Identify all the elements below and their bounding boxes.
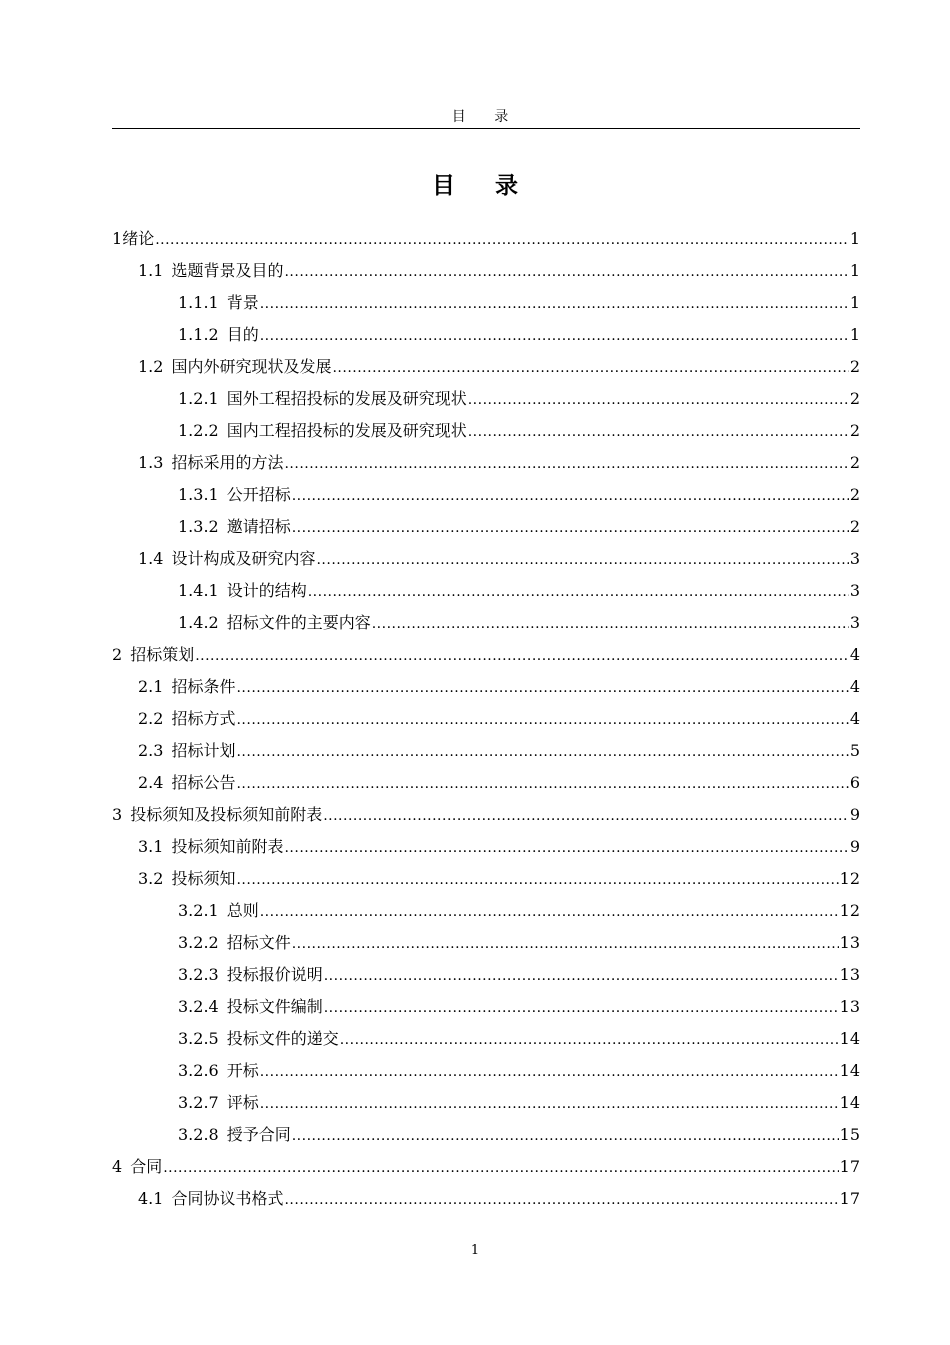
toc-entry-title: 投标须知 (171, 869, 236, 888)
toc-entry-page: 17 (839, 1189, 860, 1208)
toc-entry-title: 投标文件的递交 (226, 1029, 339, 1048)
toc-entry-title: 评标 (226, 1093, 259, 1112)
toc-dot-leader (323, 799, 849, 832)
toc-entry-title: 选题背景及目的 (171, 261, 284, 280)
toc-entry[interactable] (112, 959, 860, 991)
toc-entry-page: 9 (849, 837, 860, 856)
toc-entry-page: 2 (849, 421, 860, 440)
toc-entry-page: 12 (839, 869, 860, 888)
toc-dot-leader (260, 1055, 839, 1088)
toc-dot-leader (468, 383, 849, 416)
toc-entry-number: 3.2.4 (178, 997, 219, 1016)
toc-entry-title: 投标文件编制 (226, 997, 323, 1016)
toc-dot-leader (236, 703, 848, 736)
toc-entry-number: 1.2 (138, 357, 164, 376)
toc-dot-leader (195, 639, 849, 672)
toc-entry-title: 投标须知前附表 (171, 837, 284, 856)
toc-dot-leader (260, 1087, 839, 1120)
toc-entry-page: 3 (849, 581, 860, 600)
toc-dot-leader (236, 863, 838, 896)
toc-dot-leader (236, 767, 848, 800)
toc-entry[interactable] (112, 415, 860, 447)
toc-entry-page: 12 (839, 901, 860, 920)
toc-entry-title: 招标条件 (171, 677, 236, 696)
toc-entry-page: 3 (849, 549, 860, 568)
toc-entry-page: 2 (849, 389, 860, 408)
toc-entry[interactable] (112, 447, 860, 479)
toc-dot-leader (292, 511, 849, 544)
toc-entry-page: 5 (849, 741, 860, 760)
toc-dot-leader (340, 1023, 839, 1056)
toc-entry-page: 13 (839, 933, 860, 952)
toc-entry-title: 国内工程招投标的发展及研究现状 (226, 421, 467, 440)
toc-dot-leader (236, 735, 848, 768)
toc-dot-leader (316, 543, 848, 576)
toc-entry-page: 9 (849, 805, 860, 824)
toc-entry-page: 14 (839, 1093, 860, 1112)
toc-entry-title: 投标须知及投标须知前附表 (130, 805, 323, 824)
toc-entry-page: 1 (849, 325, 860, 344)
toc-entry[interactable] (112, 607, 860, 639)
toc-entry-title: 绪论 (122, 229, 155, 248)
toc-entry-title: 合同协议书格式 (171, 1189, 284, 1208)
toc-entry-number: 1.4.1 (178, 581, 219, 600)
toc-dot-leader (372, 607, 849, 640)
toc-entry[interactable] (112, 1055, 860, 1087)
toc-entry-number: 1.1.2 (178, 325, 219, 344)
toc-entry-title: 国外工程招投标的发展及研究现状 (226, 389, 467, 408)
toc-entry-title: 招标采用的方法 (171, 453, 284, 472)
toc-dot-leader (260, 895, 839, 928)
toc-entry[interactable] (112, 575, 860, 607)
toc-dot-leader (308, 575, 849, 608)
toc-dot-leader (324, 991, 839, 1024)
toc-dot-leader (155, 223, 849, 256)
toc-entry-title: 设计的结构 (226, 581, 307, 600)
toc-entry-number: 1.2.2 (178, 421, 219, 440)
toc-dot-leader (332, 351, 848, 384)
running-header: 目 录 (451, 109, 521, 125)
toc-entry-page: 13 (839, 997, 860, 1016)
toc-entry-number: 3.2.1 (178, 901, 219, 920)
toc-dot-leader (468, 415, 849, 448)
toc-entry[interactable] (112, 767, 860, 799)
toc-entry-page: 13 (839, 965, 860, 984)
table-of-contents (112, 223, 860, 1215)
toc-dot-leader (284, 255, 848, 288)
toc-entry-page: 4 (849, 645, 860, 664)
toc-entry-title: 开标 (226, 1061, 259, 1080)
toc-entry[interactable] (112, 319, 860, 351)
toc-entry[interactable] (112, 799, 860, 831)
toc-entry[interactable] (112, 511, 860, 543)
toc-entry-page: 2 (849, 517, 860, 536)
toc-entry-number: 3.2.5 (178, 1029, 219, 1048)
toc-entry[interactable] (112, 927, 860, 959)
toc-entry-title: 合同 (130, 1157, 163, 1176)
toc-dot-leader (292, 927, 839, 960)
toc-entry-number: 1.3 (138, 453, 164, 472)
toc-entry-title: 招标方式 (171, 709, 236, 728)
toc-entry[interactable] (112, 863, 860, 895)
toc-entry-number: 4.1 (138, 1189, 164, 1208)
toc-entry-number: 2.1 (138, 677, 164, 696)
toc-entry-page: 6 (849, 773, 860, 792)
toc-dot-leader (284, 1183, 838, 1216)
toc-entry-page: 2 (849, 485, 860, 504)
toc-entry-page: 14 (839, 1029, 860, 1048)
toc-entry-title: 邀请招标 (226, 517, 291, 536)
toc-entry-title: 招标公告 (171, 773, 236, 792)
toc-entry[interactable] (112, 479, 860, 511)
toc-entry[interactable] (112, 991, 860, 1023)
toc-entry[interactable] (112, 1183, 860, 1215)
toc-entry[interactable] (112, 1119, 860, 1151)
toc-entry-page: 15 (839, 1125, 860, 1144)
toc-entry-page: 4 (849, 677, 860, 696)
page-number: 1 (470, 1243, 480, 1258)
toc-entry-title: 招标文件的主要内容 (226, 613, 371, 632)
toc-entry-title: 授予合同 (226, 1125, 291, 1144)
toc-entry[interactable] (112, 255, 860, 287)
toc-entry-number: 3.1 (138, 837, 164, 856)
toc-entry-title: 招标策划 (130, 645, 195, 664)
toc-entry[interactable] (112, 1023, 860, 1055)
toc-entry[interactable] (112, 383, 860, 415)
toc-entry-number: 1.1.1 (178, 293, 219, 312)
page-title: 目 录 (431, 173, 534, 199)
toc-entry-number: 3.2.7 (178, 1093, 219, 1112)
toc-entry[interactable] (112, 287, 860, 319)
toc-entry[interactable] (112, 1087, 860, 1119)
toc-entry-number: 3.2 (138, 869, 164, 888)
toc-entry-page: 17 (839, 1157, 860, 1176)
toc-entry-title: 目的 (226, 325, 259, 344)
toc-entry[interactable] (112, 351, 860, 383)
toc-entry-number: 3 (112, 805, 123, 824)
toc-entry-number: 4 (112, 1157, 123, 1176)
toc-entry-page: 2 (849, 357, 860, 376)
toc-entry[interactable] (112, 831, 860, 863)
toc-dot-leader (284, 831, 848, 864)
toc-entry-number: 1.3.1 (178, 485, 219, 504)
toc-entry-page: 1 (849, 293, 860, 312)
toc-entry-number: 1.2.1 (178, 389, 219, 408)
toc-entry[interactable] (112, 1151, 860, 1183)
toc-entry-page: 1 (849, 229, 860, 248)
toc-entry[interactable] (112, 703, 860, 735)
header-rule (112, 128, 860, 129)
toc-dot-leader (284, 447, 848, 480)
toc-entry-number: 3.2.6 (178, 1061, 219, 1080)
toc-dot-leader (292, 1119, 839, 1152)
toc-entry-number: 1.4.2 (178, 613, 219, 632)
toc-entry-number: 2.3 (138, 741, 164, 760)
toc-entry[interactable] (112, 223, 860, 255)
toc-entry-title: 背景 (226, 293, 259, 312)
toc-entry-number: 2.4 (138, 773, 164, 792)
toc-entry-number: 2 (112, 645, 123, 664)
toc-entry[interactable] (112, 895, 860, 927)
toc-entry-page: 1 (849, 261, 860, 280)
toc-dot-leader (324, 959, 839, 992)
toc-entry-number: 1.1 (138, 261, 164, 280)
toc-entry-page: 4 (849, 709, 860, 728)
toc-dot-leader (292, 479, 849, 512)
toc-entry[interactable] (112, 671, 860, 703)
toc-entry-title: 招标计划 (171, 741, 236, 760)
toc-dot-leader (260, 287, 849, 320)
toc-entry-number: 1.3.2 (178, 517, 219, 536)
toc-entry-title: 投标报价说明 (226, 965, 323, 984)
toc-entry-title: 设计构成及研究内容 (171, 549, 316, 568)
toc-entry-number: 3.2.3 (178, 965, 219, 984)
toc-entry-title: 总则 (226, 901, 259, 920)
toc-entry-number: 3.2.2 (178, 933, 219, 952)
toc-entry-page: 3 (849, 613, 860, 632)
toc-entry-number: 1 (112, 229, 123, 248)
toc-entry[interactable] (112, 735, 860, 767)
toc-entry-number: 2.2 (138, 709, 164, 728)
toc-entry-title: 国内外研究现状及发展 (171, 357, 332, 376)
toc-entry-page: 14 (839, 1061, 860, 1080)
toc-entry-number: 3.2.8 (178, 1125, 219, 1144)
toc-entry-title: 公开招标 (226, 485, 291, 504)
toc-entry[interactable] (112, 543, 860, 575)
toc-dot-leader (163, 1151, 838, 1184)
toc-entry-title: 招标文件 (226, 933, 291, 952)
toc-dot-leader (236, 671, 848, 704)
toc-entry[interactable] (112, 639, 860, 671)
toc-entry-page: 2 (849, 453, 860, 472)
toc-dot-leader (260, 319, 849, 352)
toc-entry-number: 1.4 (138, 549, 164, 568)
